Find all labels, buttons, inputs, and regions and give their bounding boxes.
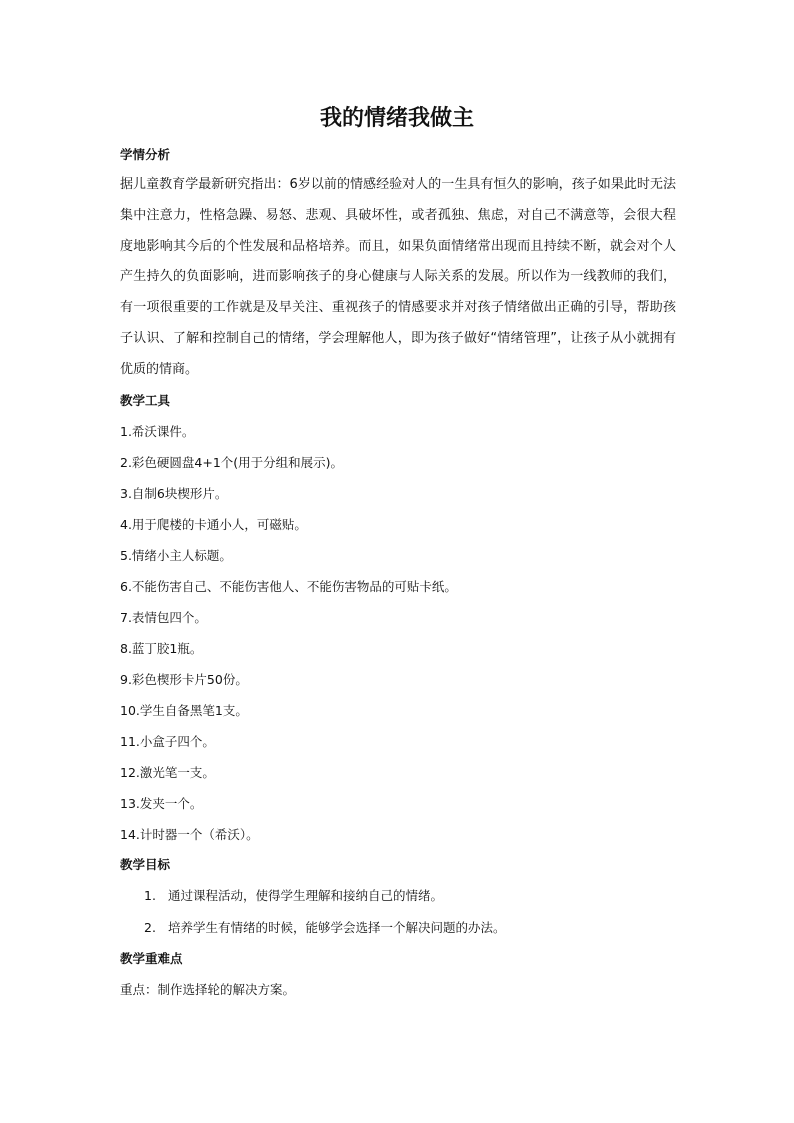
tool-item: 11.小盒子四个。	[120, 733, 215, 749]
tool-item: 9.彩色楔形卡片50份。	[120, 671, 248, 687]
analysis-paragraph: 据儿童教育学最新研究指出：6岁以前的情感经验对人的一生具有恒久的影响，孩子如果此时无法集中注意力，性格急躁、易怒、悲观、具破坏性，或者孤独、焦虑，对自己不满意等，会很大程度地影响其今后的个性发展和品格培养。而且，如果负面情绪常出现而且持续不断，就会对个人产生持久的负面影响，进而影响孩子的身心健康与人际关系的发展。所以作为一线教师的我们，有一项很重要的工作就是及早关注、重视孩子的情感要求并对孩子情绪做出正确的引导，帮助孩子认识、了解和控制自己的情绪，学会理解他人，即为孩子做好“情绪管理”，让孩子从小就拥有优质的情商。	[120, 177, 676, 377]
goal-text: 培养学生有情绪的时候，能够学会选择一个解决问题的办法。	[168, 919, 506, 935]
tool-item: 2.彩色硬圆盘4+1个(用于分组和展示)。	[120, 454, 344, 470]
tool-item: 6.不能伤害自己、不能伤害他人、不能伤害物品的可贴卡纸。	[120, 578, 457, 594]
tool-item: 3.自制6块楔形片。	[120, 485, 228, 501]
tool-item: 8.蓝丁胶1瓶。	[120, 640, 203, 656]
tool-item: 4.用于爬楼的卡通小人，可磁贴。	[120, 516, 307, 532]
tool-item: 14.计时器一个（希沃）。	[120, 826, 259, 842]
tool-item: 13.发夹一个。	[120, 795, 203, 811]
goal-text: 通过课程活动，使得学生理解和接纳自己的情绪。	[168, 887, 444, 903]
tool-item: 10.学生自备黑笔1支。	[120, 702, 248, 718]
goals-list	[120, 880, 676, 944]
section-heading-goals: 教学目标	[120, 856, 171, 872]
section-heading-key-points: 教学重难点	[120, 950, 183, 966]
goal-number: 1.	[144, 887, 156, 903]
goal-item	[120, 880, 676, 912]
goal-number: 2.	[144, 919, 156, 935]
document-title: 我的情绪我做主	[319, 106, 474, 131]
tool-item: 5.情绪小主人标题。	[120, 547, 232, 563]
section-heading-tools: 教学工具	[120, 392, 171, 408]
document-content	[120, 140, 676, 1006]
tool-item: 7.表情包四个。	[120, 609, 207, 625]
section-heading-analysis: 学情分析	[120, 147, 171, 162]
tool-item: 12.激光笔一支。	[120, 764, 215, 780]
tools-list	[120, 416, 676, 850]
tool-item: 1.希沃课件。	[120, 423, 195, 439]
goal-item	[120, 912, 676, 944]
key-point-text: 重点：制作选择轮的解决方案。	[120, 981, 296, 997]
